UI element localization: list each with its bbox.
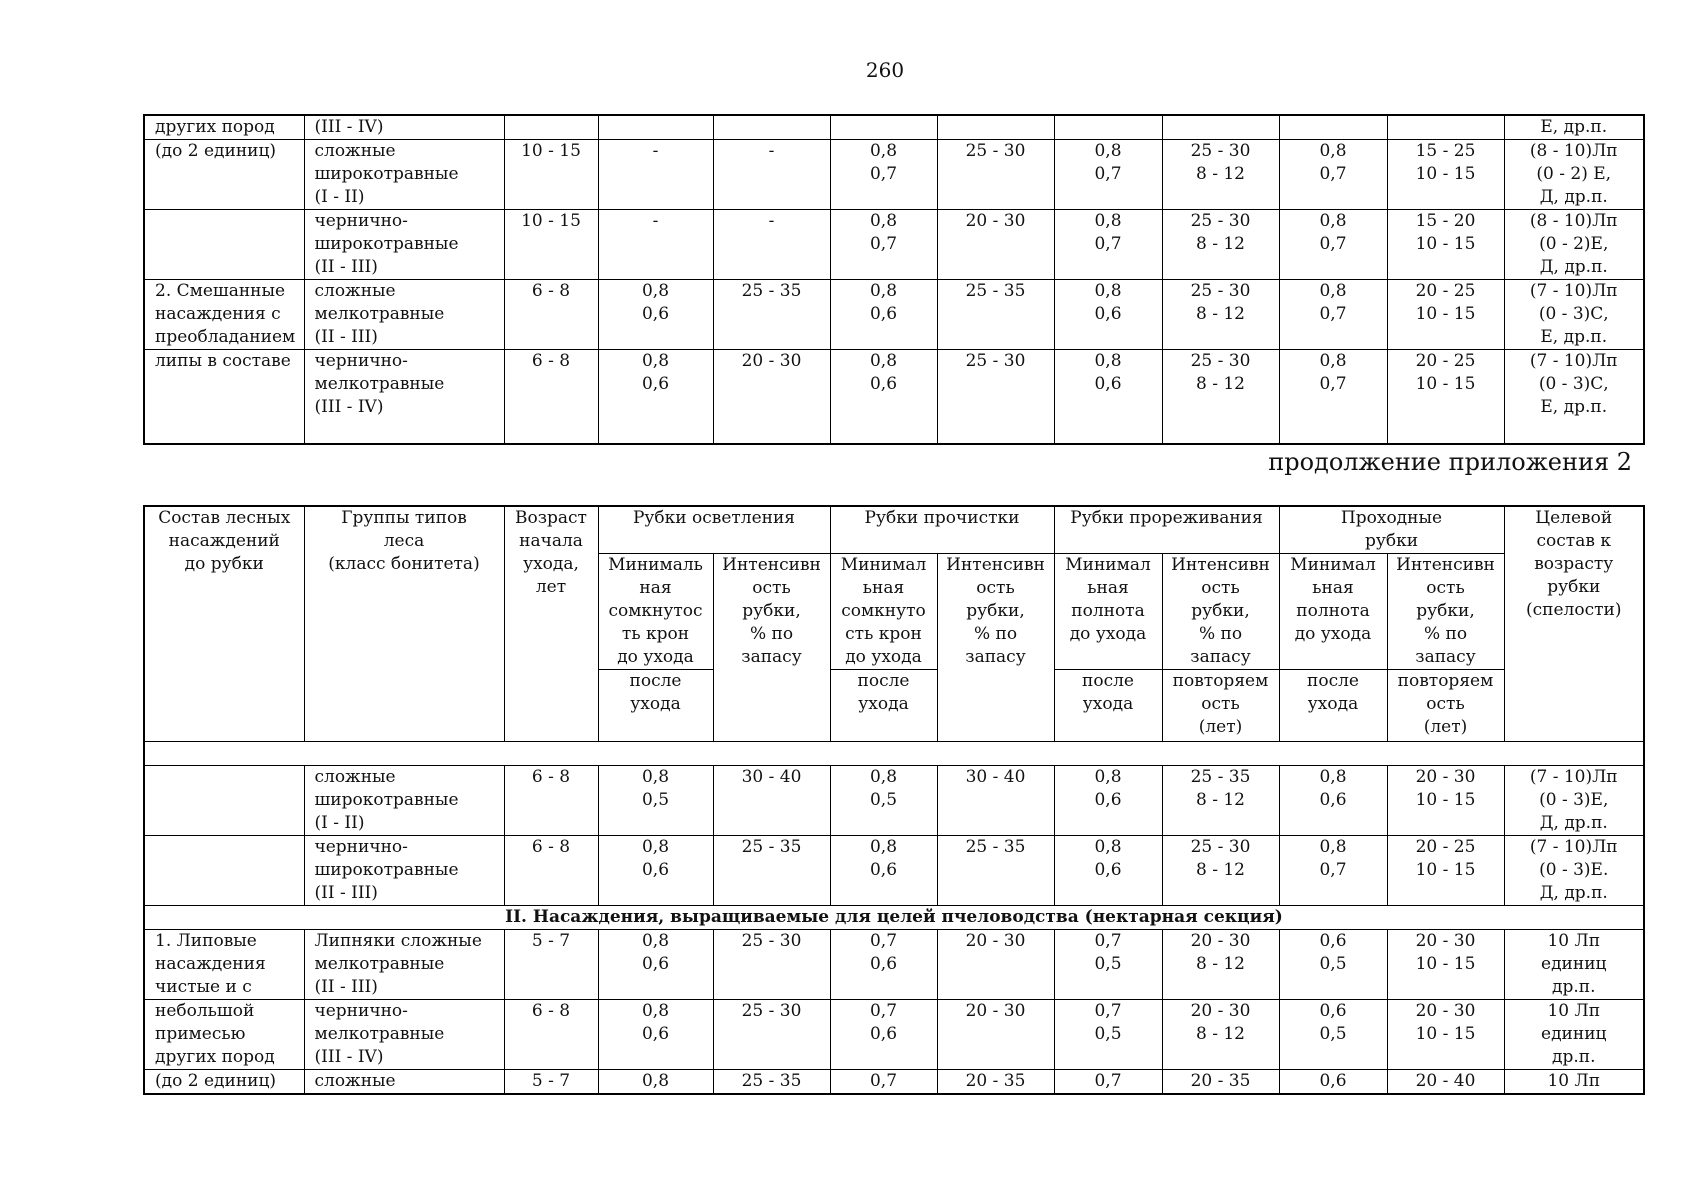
table-cell xyxy=(1054,115,1162,140)
header-g3-int: Интенсивн ость рубки, % по запасу xyxy=(1162,554,1279,670)
table-cell: 0,8 xyxy=(598,1070,713,1095)
table-cell: (до 2 единиц) xyxy=(144,1070,304,1095)
table-cell xyxy=(1387,115,1504,140)
table-cell: 0,8 0,7 xyxy=(1054,140,1162,210)
table-cell: (III - IV) xyxy=(304,115,504,140)
header-g2-min: Минимал ьная сомкнуто сть крон до ухода xyxy=(830,554,937,670)
table-cell: 25 - 35 xyxy=(713,1070,830,1095)
table-cell: сложные мелкотравные (II - III) xyxy=(304,280,504,350)
header-g3-repeat: повторяем ость (лет) xyxy=(1162,670,1279,742)
table-cell: 0,7 0,5 xyxy=(1054,930,1162,1000)
table-cell: 6 - 8 xyxy=(504,836,598,906)
table-cell: 15 - 25 10 - 15 xyxy=(1387,140,1504,210)
table-cell: - xyxy=(713,140,830,210)
table-cell: 20 - 25 10 - 15 xyxy=(1387,350,1504,444)
table-cell: 0,8 0,6 xyxy=(598,836,713,906)
table-cell xyxy=(1279,115,1387,140)
table-cell: 0,8 0,6 xyxy=(1054,836,1162,906)
table-cell: 10 Лп единиц др.п. xyxy=(1504,1000,1644,1070)
table-cell: 0,6 0,5 xyxy=(1279,1000,1387,1070)
table-cell: небольшой примесью других пород xyxy=(144,1000,304,1070)
table-cell: чернично- мелкотравные (III - IV) xyxy=(304,350,504,444)
header-g1-after: после ухода xyxy=(598,670,713,742)
table-row xyxy=(144,766,1644,836)
section-title: II. Насаждения, выращиваемые для целей пчеловодства (нектарная секция) xyxy=(144,906,1644,930)
table-cell: 0,7 0,5 xyxy=(1054,1000,1162,1070)
table-row xyxy=(144,836,1644,906)
table-cell xyxy=(144,836,304,906)
header-g3-after: после ухода xyxy=(1054,670,1162,742)
bottom-table xyxy=(143,505,1645,1095)
table-cell xyxy=(713,115,830,140)
table-cell: 10 Лп xyxy=(1504,1070,1644,1095)
table-cell: - xyxy=(598,210,713,280)
table-cell: Липняки сложные мелкотравные (II - III) xyxy=(304,930,504,1000)
header-g2-int: Интенсивн ость рубки, % по запасу xyxy=(937,554,1054,742)
table-cell: чернично- мелкотравные (III - IV) xyxy=(304,1000,504,1070)
table-row xyxy=(144,350,1644,444)
header-forest-types: Группы типов леса (класс бонитета) xyxy=(304,506,504,742)
table-cell: 0,7 0,6 xyxy=(830,930,937,1000)
table-cell: 20 - 40 xyxy=(1387,1070,1504,1095)
table-cell: 25 - 30 xyxy=(713,1000,830,1070)
table-cell: 0,7 xyxy=(1054,1070,1162,1095)
table-cell: сложные широкотравные (I - II) xyxy=(304,140,504,210)
table-cell: 25 - 30 8 - 12 xyxy=(1162,350,1279,444)
table-cell xyxy=(598,115,713,140)
table-cell: 2. Смешанные насаждения с преобладанием xyxy=(144,280,304,350)
table-cell: 6 - 8 xyxy=(504,766,598,836)
table-cell: 6 - 8 xyxy=(504,1000,598,1070)
table-cell: чернично- широкотравные (II - III) xyxy=(304,836,504,906)
table-cell: 20 - 30 8 - 12 xyxy=(1162,930,1279,1000)
table-cell: 0,8 0,6 xyxy=(830,280,937,350)
header-g4-min: Минимал ьная полнота до ухода xyxy=(1279,554,1387,670)
header-group-clearing: Рубки осветления xyxy=(598,506,830,554)
table-cell: 25 - 35 8 - 12 xyxy=(1162,766,1279,836)
table-cell: 25 - 35 xyxy=(937,836,1054,906)
table-cell: 0,8 0,6 xyxy=(1279,766,1387,836)
table-cell: 0,8 0,6 xyxy=(598,280,713,350)
table-cell: 10 - 15 xyxy=(504,140,598,210)
table-cell: 0,7 0,6 xyxy=(830,1000,937,1070)
table-cell: 20 - 35 xyxy=(1162,1070,1279,1095)
table-cell: (8 - 10)Лп (0 - 2) Е, Д, др.п. xyxy=(1504,140,1644,210)
header-g4-repeat: повторяем ость (лет) xyxy=(1387,670,1504,742)
table-cell: 0,8 0,7 xyxy=(830,140,937,210)
table-cell: 0,8 0,7 xyxy=(1279,140,1387,210)
table-cell xyxy=(1162,115,1279,140)
table-cell: 0,8 0,6 xyxy=(598,930,713,1000)
table-cell: 20 - 30 xyxy=(937,1000,1054,1070)
table-cell: 20 - 25 10 - 15 xyxy=(1387,836,1504,906)
table-cell: - xyxy=(598,140,713,210)
table-cell: (7 - 10)Лп (0 - 3)Е, Д, др.п. xyxy=(1504,766,1644,836)
table-row xyxy=(144,1070,1644,1095)
table-cell: 20 - 30 8 - 12 xyxy=(1162,1000,1279,1070)
table-cell: 0,8 0,6 xyxy=(1054,350,1162,444)
table-row xyxy=(144,930,1644,1000)
table-cell: 25 - 30 8 - 12 xyxy=(1162,210,1279,280)
table-cell xyxy=(937,115,1054,140)
table-cell: 5 - 7 xyxy=(504,1070,598,1095)
table-cell: 0,8 0,5 xyxy=(830,766,937,836)
table-cell: 0,8 0,7 xyxy=(1279,280,1387,350)
table-cell xyxy=(144,210,304,280)
header-group-passing: Проходные рубки xyxy=(1279,506,1504,554)
table-cell: других пород xyxy=(144,115,304,140)
header-g2-after: после ухода xyxy=(830,670,937,742)
table-cell: 25 - 30 xyxy=(713,930,830,1000)
table-cell: 20 - 25 10 - 15 xyxy=(1387,280,1504,350)
table-cell: 0,8 0,7 xyxy=(830,210,937,280)
table-cell: 25 - 30 8 - 12 xyxy=(1162,836,1279,906)
header-g1-int: Интенсивн ость рубки, % по запасу xyxy=(713,554,830,742)
table-cell: чернично- широкотравные (II - III) xyxy=(304,210,504,280)
table-cell: 1. Липовые насаждения чистые и с xyxy=(144,930,304,1000)
table-cell: 25 - 35 xyxy=(937,280,1054,350)
table-cell: липы в составе xyxy=(144,350,304,444)
table-cell: 25 - 30 8 - 12 xyxy=(1162,140,1279,210)
header-target: Целевой состав к возрасту рубки (спелости) xyxy=(1504,506,1644,742)
table-cell: 30 - 40 xyxy=(937,766,1054,836)
header-composition: Состав лесных насаждений до рубки xyxy=(144,506,304,742)
table-cell: 6 - 8 xyxy=(504,280,598,350)
table-cell: 0,8 0,6 xyxy=(830,836,937,906)
header-group-cleaning: Рубки прочистки xyxy=(830,506,1054,554)
table-cell: 25 - 35 xyxy=(713,836,830,906)
table-cell: 20 - 30 xyxy=(937,210,1054,280)
table-row xyxy=(144,140,1644,210)
top-table xyxy=(143,114,1645,445)
table-cell: 10 - 15 xyxy=(504,210,598,280)
header-g4-int: Интенсивн ость рубки, % по запасу xyxy=(1387,554,1504,670)
table-cell: (7 - 10)Лп (0 - 3)Е. Д, др.п. xyxy=(1504,836,1644,906)
table-cell: 20 - 35 xyxy=(937,1070,1054,1095)
page-number: 260 xyxy=(865,58,905,82)
table-cell: 25 - 30 xyxy=(937,350,1054,444)
table-cell: Е, др.п. xyxy=(1504,115,1644,140)
table-cell: 20 - 30 10 - 15 xyxy=(1387,766,1504,836)
table-row xyxy=(144,210,1644,280)
table-cell: 0,8 0,6 xyxy=(1054,280,1162,350)
table-cell: 20 - 30 10 - 15 xyxy=(1387,1000,1504,1070)
table-cell: 0,8 0,6 xyxy=(830,350,937,444)
table-row xyxy=(144,115,1644,140)
table-cell: 0,6 0,5 xyxy=(1279,930,1387,1000)
table-cell: 0,8 0,7 xyxy=(1054,210,1162,280)
table-cell: 0,8 0,6 xyxy=(598,350,713,444)
header-g1-min: Минималь ная сомкнутос ть крон до ухода xyxy=(598,554,713,670)
table-cell: 0,8 0,7 xyxy=(1279,836,1387,906)
table-cell: 20 - 30 xyxy=(937,930,1054,1000)
spacer-row xyxy=(144,742,1644,766)
table-cell xyxy=(504,115,598,140)
table-cell: - xyxy=(713,210,830,280)
table-cell: 6 - 8 xyxy=(504,350,598,444)
table-cell: 15 - 20 10 - 15 xyxy=(1387,210,1504,280)
table-cell xyxy=(830,115,937,140)
table-cell: 0,8 0,5 xyxy=(598,766,713,836)
continuation-label: продолжение приложения 2 xyxy=(1268,448,1632,476)
table-cell: (7 - 10)Лп (0 - 3)С, Е, др.п. xyxy=(1504,350,1644,444)
table-cell: 0,8 0,6 xyxy=(1054,766,1162,836)
table-cell: (до 2 единиц) xyxy=(144,140,304,210)
table-row xyxy=(144,280,1644,350)
table-cell xyxy=(144,766,304,836)
table-cell: 5 - 7 xyxy=(504,930,598,1000)
table-cell: 20 - 30 xyxy=(713,350,830,444)
table-cell: (7 - 10)Лп (0 - 3)С, Е, др.п. xyxy=(1504,280,1644,350)
table-cell: 0,8 0,7 xyxy=(1279,350,1387,444)
table-cell: сложные xyxy=(304,1070,504,1095)
header-start-age: Возраст начала ухода, лет xyxy=(504,506,598,742)
header-g4-after: после ухода xyxy=(1279,670,1387,742)
table-cell: 30 - 40 xyxy=(713,766,830,836)
table-cell: 0,7 xyxy=(830,1070,937,1095)
table-cell: 25 - 35 xyxy=(713,280,830,350)
table-row xyxy=(144,1000,1644,1070)
header-g3-min: Минимал ьная полнота до ухода xyxy=(1054,554,1162,670)
header-group-thinning: Рубки прореживания xyxy=(1054,506,1279,554)
table-cell: 10 Лп единиц др.п. xyxy=(1504,930,1644,1000)
table-cell: (8 - 10)Лп (0 - 2)Е, Д, др.п. xyxy=(1504,210,1644,280)
table-cell: 0,6 xyxy=(1279,1070,1387,1095)
table-cell: 25 - 30 xyxy=(937,140,1054,210)
table-cell: 20 - 30 10 - 15 xyxy=(1387,930,1504,1000)
table-cell: сложные широкотравные (I - II) xyxy=(304,766,504,836)
table-cell: 25 - 30 8 - 12 xyxy=(1162,280,1279,350)
table-cell: 0,8 0,7 xyxy=(1279,210,1387,280)
table-cell: 0,8 0,6 xyxy=(598,1000,713,1070)
